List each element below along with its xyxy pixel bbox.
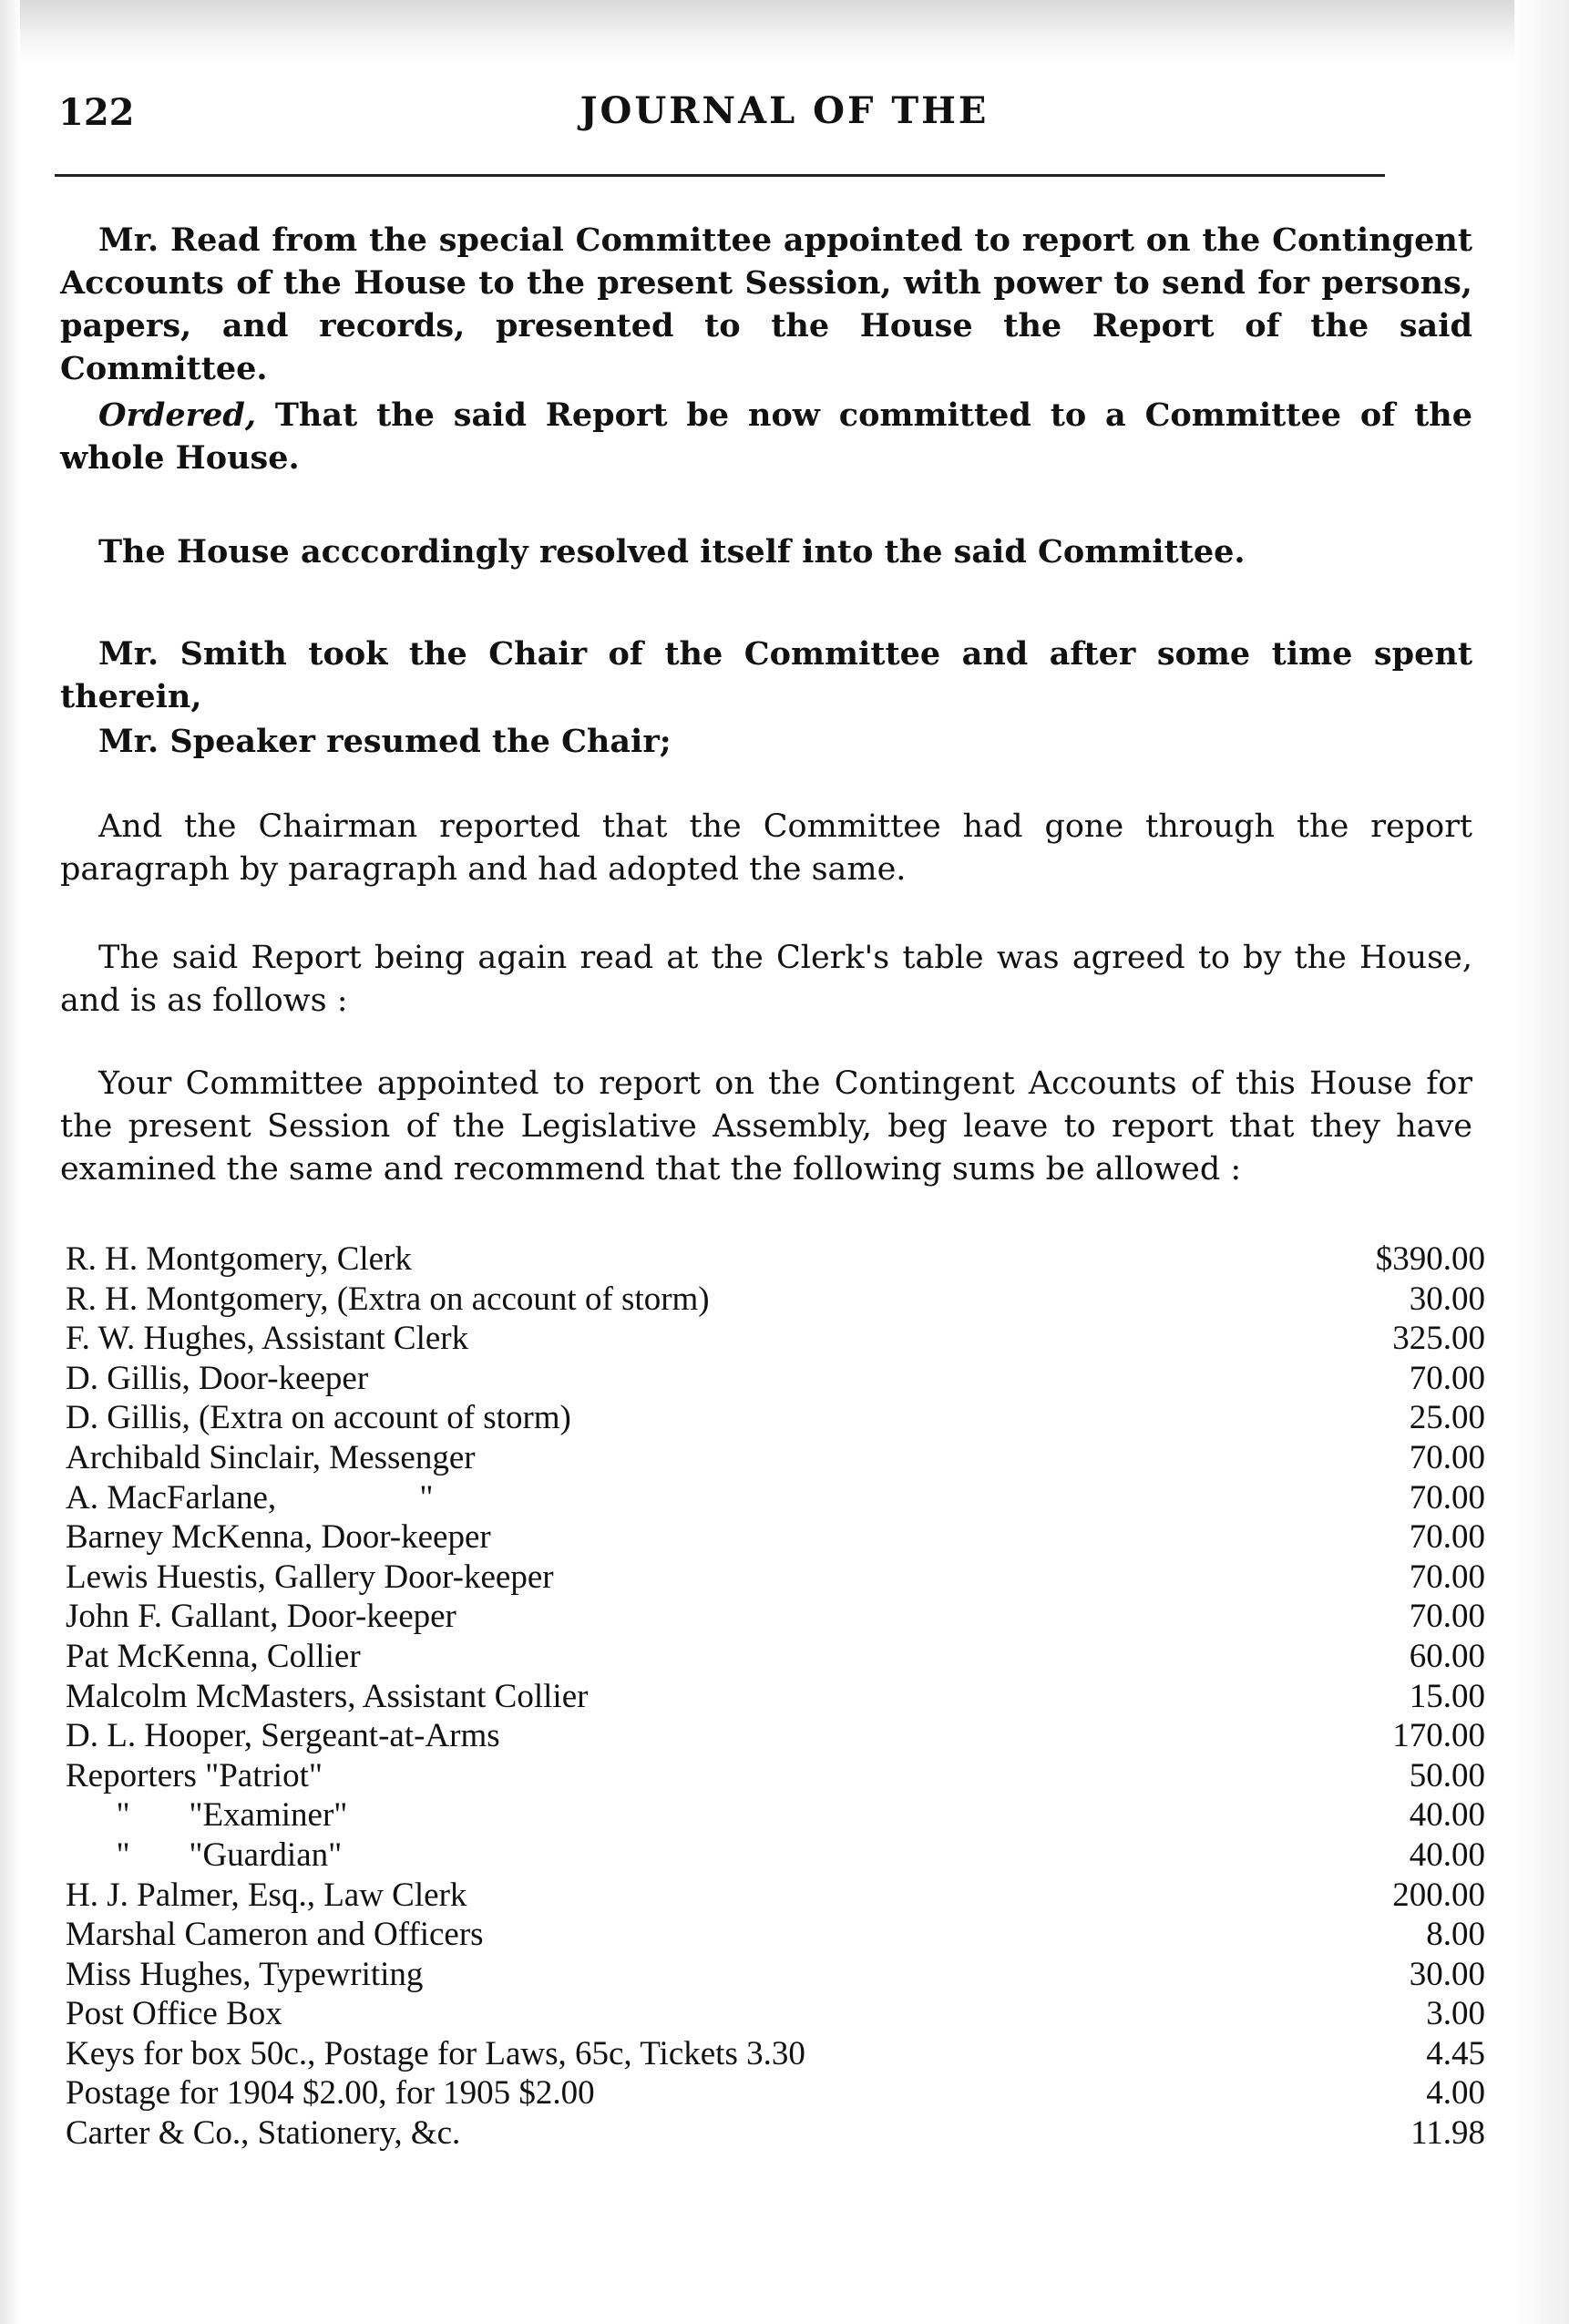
account-row (66, 1398, 1485, 1438)
account-name: R. H. Montgomery, (Extra on account of storm) (66, 1280, 710, 1318)
account-row (66, 1280, 1485, 1320)
account-amount: 70.00 (1409, 1478, 1485, 1517)
account-row (66, 1239, 1485, 1280)
account-amount: 8.00 (1426, 1916, 1485, 1954)
account-name: Postage for 1904 $2.00, for 1905 $2.00 (66, 2074, 595, 2113)
scan-shadow-top (0, 0, 1569, 64)
account-name: " "Examiner" (66, 1796, 348, 1835)
ordered-lead: Ordered, (98, 396, 257, 434)
account-amount: 60.00 (1409, 1637, 1485, 1675)
account-row (66, 1637, 1485, 1677)
account-amount: 170.00 (1392, 1717, 1485, 1755)
account-name: Pat McKenna, Collier (66, 1637, 361, 1675)
paragraph-speaker: Mr. Speaker resumed the Chair; (98, 723, 672, 760)
account-row (66, 1359, 1485, 1399)
account-row (66, 1478, 1485, 1518)
account-name: Reporters "Patriot" (66, 1756, 323, 1794)
account-amount: 325.00 (1392, 1320, 1485, 1358)
account-name: H. J. Palmer, Esq., Law Clerk (66, 1876, 467, 1914)
scan-shadow-right (1514, 0, 1569, 2324)
account-row (66, 1438, 1485, 1478)
paragraph-report-read: The said Report being again read at the Clerk's table was agreed to by the House, and is as follows : (60, 940, 1472, 1019)
ordered-text: That the said Report be now committed to a Committee of the whole House. (60, 396, 1472, 477)
account-name: Keys for box 50c., Postage for Laws, 65c, Tickets 3.30 (66, 2034, 805, 2072)
paragraph-ordered (60, 394, 1472, 479)
account-amount: 4.00 (1426, 2074, 1485, 2113)
accounts-list (66, 1239, 1485, 2154)
scan-shadow-left (0, 0, 20, 2324)
account-row (66, 1756, 1485, 1796)
account-name: John F. Gallant, Door-keeper (66, 1598, 456, 1636)
account-amount: 200.00 (1392, 1876, 1485, 1914)
account-amount: 40.00 (1409, 1796, 1485, 1835)
account-row (66, 1319, 1485, 1359)
account-amount: 70.00 (1409, 1518, 1485, 1557)
account-row (66, 1716, 1485, 1756)
account-row (66, 1677, 1485, 1717)
account-row (66, 1876, 1485, 1916)
account-row (66, 1597, 1485, 1637)
account-name: D. Gillis, Door-keeper (66, 1359, 369, 1397)
account-name: Lewis Huestis, Gallery Door-keeper (66, 1558, 554, 1596)
account-row (66, 2034, 1485, 2074)
account-amount: 70.00 (1409, 1598, 1485, 1636)
account-amount: 50.00 (1409, 1756, 1485, 1794)
account-name: F. W. Hughes, Assistant Clerk (66, 1320, 469, 1358)
account-name: D. Gillis, (Extra on account of storm) (66, 1399, 571, 1437)
paragraph-chairman-reported: And the Chairman reported that the Committee had gone through the report paragraph by paragraph and had adopted the same. (60, 808, 1472, 888)
account-name: Carter & Co., Stationery, &c. (66, 2114, 461, 2153)
account-name: Barney McKenna, Door-keeper (66, 1518, 491, 1557)
paragraph-committee-report: Mr. Read from the special Committee appointed to report on the Contingent Accounts of the House to the present Session, with power to send for persons, papers, and records, presented to the House the Report of the said Committee. (60, 221, 1472, 387)
paragraph-smith-chair: Mr. Smith took the Chair of the Committee and after some time spent therein, (60, 635, 1472, 715)
account-name: Post Office Box (66, 1995, 282, 2033)
account-row (66, 1836, 1485, 1876)
account-row (66, 2073, 1485, 2113)
account-name: " "Guardian" (66, 1836, 343, 1874)
page-number: 122 (58, 91, 135, 134)
account-name: Malcolm McMasters, Assistant Collier (66, 1677, 589, 1715)
account-row (66, 1558, 1485, 1598)
account-amount: 15.00 (1409, 1677, 1485, 1715)
account-amount: 30.00 (1409, 1955, 1485, 1993)
account-name: Miss Hughes, Typewriting (66, 1955, 424, 1993)
running-title: JOURNAL OF THE (579, 89, 990, 132)
account-amount: 40.00 (1409, 1836, 1485, 1874)
account-name: R. H. Montgomery, Clerk (66, 1240, 412, 1278)
header-rule (55, 174, 1385, 177)
account-amount: 11.98 (1410, 2114, 1485, 2153)
account-amount: 70.00 (1409, 1359, 1485, 1397)
account-row (66, 1915, 1485, 1955)
account-name: Marshal Cameron and Officers (66, 1916, 484, 1954)
account-amount: $390.00 (1375, 1240, 1485, 1278)
account-name: A. MacFarlane, " (66, 1478, 434, 1517)
account-row (66, 1955, 1485, 1995)
account-row (66, 1517, 1485, 1558)
account-amount: 3.00 (1426, 1995, 1485, 2033)
account-amount: 4.45 (1426, 2034, 1485, 2072)
account-amount: 70.00 (1409, 1558, 1485, 1596)
account-name: Archibald Sinclair, Messenger (66, 1438, 476, 1476)
paragraph-your-committee: Your Committee appointed to report on the Contingent Accounts of this House for the present Session of the Legislative Assembly, beg leave to report that they have examined the same and recommend that the following sums be allowed : (60, 1065, 1472, 1188)
account-amount: 30.00 (1409, 1280, 1485, 1318)
account-amount: 25.00 (1409, 1399, 1485, 1437)
account-name: D. L. Hooper, Sergeant-at-Arms (66, 1717, 500, 1755)
account-row (66, 1994, 1485, 2034)
account-row (66, 1795, 1485, 1836)
paragraph-resolved: The House acccordingly resolved itself into the said Committee. (98, 533, 1246, 571)
account-row (66, 2113, 1485, 2154)
account-amount: 70.00 (1409, 1438, 1485, 1476)
